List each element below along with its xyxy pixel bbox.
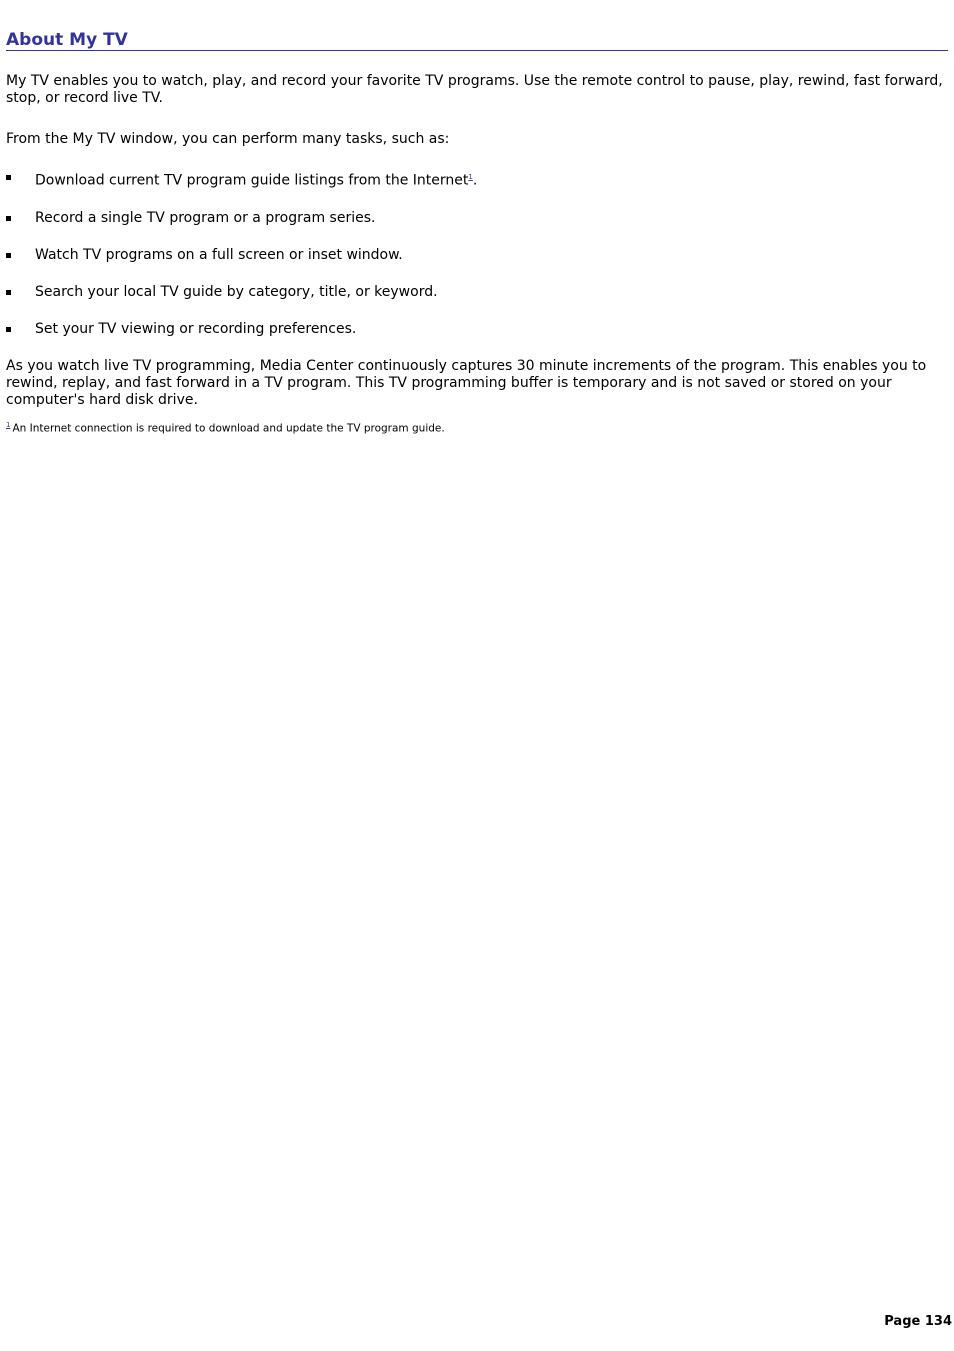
square-bullet-icon	[6, 253, 11, 258]
list-item-text: Record a single TV program or a program series.	[35, 209, 376, 226]
document-page	[6, 0, 948, 435]
square-bullet-icon	[6, 327, 11, 332]
list-item	[6, 284, 948, 301]
list-item-suffix: .	[472, 172, 478, 189]
list-item	[6, 247, 948, 264]
footnote-marker-link[interactable]: 1	[6, 420, 11, 429]
page-title: About My TV	[6, 30, 948, 51]
list-item-text: Set your TV viewing or recording preferences.	[35, 320, 357, 337]
intro-paragraph: My TV enables you to watch, play, and record your favorite TV programs. Use the remote control to pause, play, rewind, fast forward, stop, or record live TV.	[6, 73, 943, 106]
square-bullet-icon	[6, 216, 11, 221]
page-number: Page 134	[884, 1314, 952, 1329]
footnote-reference-link[interactable]: 1	[468, 173, 473, 181]
list-item	[6, 169, 948, 190]
footnote	[6, 418, 948, 436]
square-bullet-icon	[6, 290, 11, 295]
list-item	[6, 321, 948, 338]
list-item-text: Watch TV programs on a full screen or inset window.	[35, 246, 403, 263]
task-list	[6, 169, 948, 338]
tasks-lead-paragraph: From the My TV window, you can perform many tasks, such as:	[6, 131, 450, 147]
square-bullet-icon	[6, 175, 11, 180]
buffer-paragraph: As you watch live TV programming, Media Center continuously captures 30 minute increments of the program. This enables you to rewind, replay, and fast forward in a TV program. This TV programming buffer is temporary and is not saved or stored on your computer's hard disk drive.	[6, 357, 927, 408]
list-item	[6, 210, 948, 227]
footnote-text: An Internet connection is required to download and update the TV program guide.	[12, 422, 445, 435]
list-item-text: Download current TV program guide listings from the Internet	[35, 172, 469, 189]
list-item-text: Search your local TV guide by category, title, or keyword.	[35, 283, 438, 300]
